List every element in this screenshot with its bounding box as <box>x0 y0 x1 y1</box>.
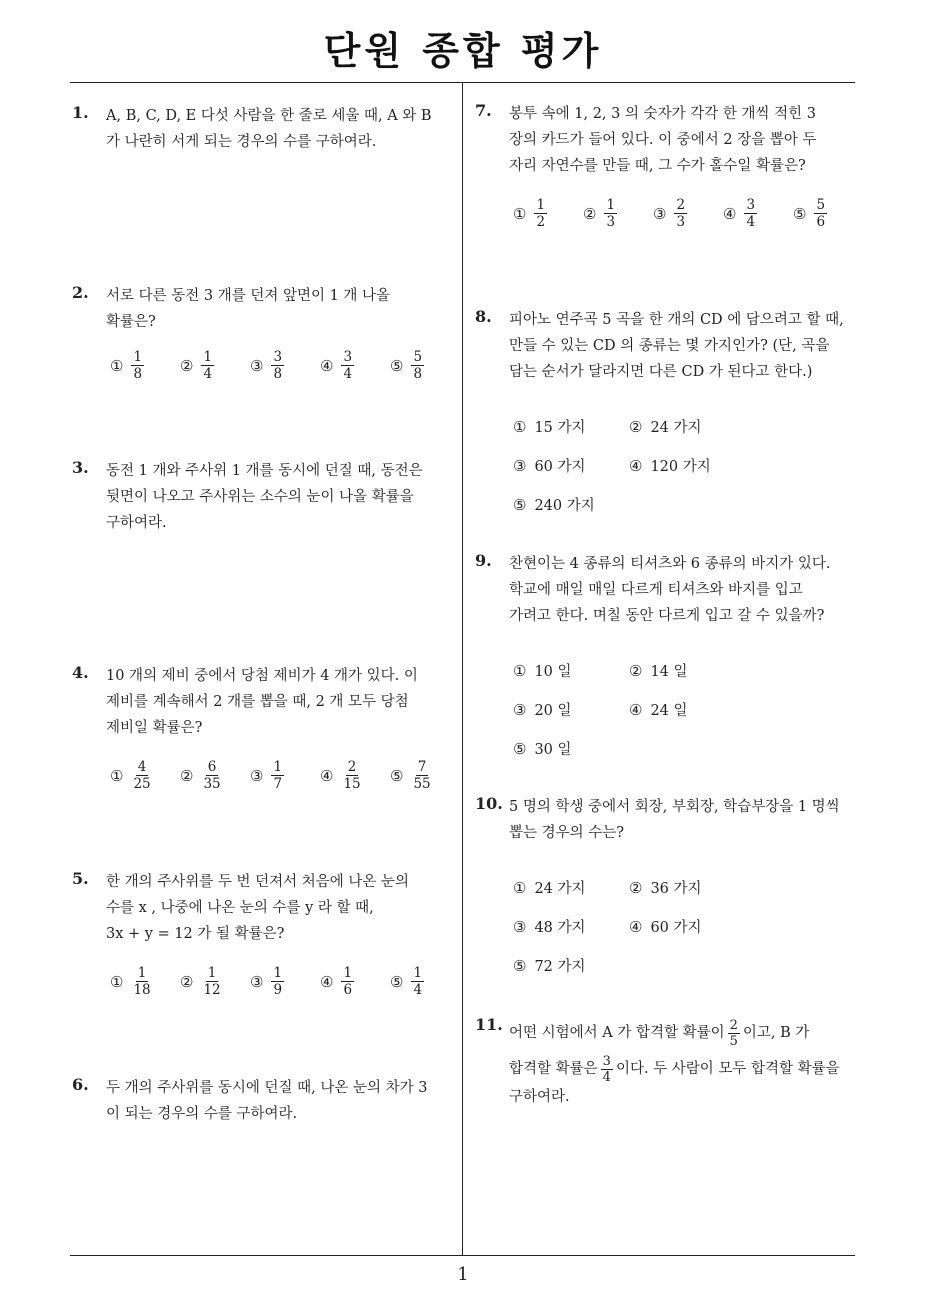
denominator: 15 <box>343 776 361 792</box>
choice-marker: ① <box>513 661 527 680</box>
answer-choice <box>513 868 629 907</box>
answer-choice <box>320 965 390 998</box>
denominator: 4 <box>746 214 756 230</box>
question-number: 8. <box>475 307 492 326</box>
choice-marker: ② <box>583 204 597 223</box>
choice-marker: ② <box>629 661 643 680</box>
answer-choice <box>320 349 390 382</box>
choice-marker: ⑤ <box>390 356 404 375</box>
answer-choice <box>513 690 629 729</box>
choice-marker: ① <box>110 356 124 375</box>
choice-text: 24 일 <box>650 703 688 719</box>
question-text: 피아노 연주곡 5 곡을 한 개의 CD 에 담으려고 할 때, 만들 수 있는 CD 의 종류는 몇 가지인가? (단, 곡을 담는 순서가 달라지면 다른 CD 가 된다고 한다.) <box>509 312 844 380</box>
answer-choices <box>513 197 863 230</box>
denominator: 2 <box>536 214 546 230</box>
choice-marker: ③ <box>250 972 264 991</box>
numerator: 1 <box>207 965 217 981</box>
denominator: 8 <box>413 366 423 382</box>
choice-marker: ⑤ <box>793 204 807 223</box>
numerator: 1 <box>343 965 353 981</box>
choice-text: 10 일 <box>534 664 572 680</box>
denominator: 4 <box>203 366 213 382</box>
choice-marker: ③ <box>513 700 527 719</box>
answer-choice <box>250 349 320 382</box>
choice-marker: ② <box>629 878 643 897</box>
choice-text: 60 가지 <box>650 920 702 936</box>
answer-choice <box>793 197 863 230</box>
numerator: 5 <box>413 349 423 365</box>
fraction <box>534 197 547 230</box>
fraction <box>201 965 222 998</box>
numerator: 1 <box>273 759 283 775</box>
choice-marker: ④ <box>723 204 737 223</box>
choice-text: 14 일 <box>650 664 688 680</box>
text-segment: 이다. 두 사람이 모두 합격할 확률을 <box>615 1061 840 1077</box>
question-text: 찬현이는 4 종류의 티셔츠와 6 종류의 바지가 있다. 학교에 매일 매일 다르게 티셔츠와 바지를 입고 가려고 한다. 며칠 동안 다르게 입고 갈 수 있을까? <box>509 556 831 624</box>
question-number: 1. <box>72 103 89 122</box>
choice-marker: ⑤ <box>390 766 404 785</box>
answer-choices <box>110 965 460 998</box>
text-segment: 합격할 확률은 <box>509 1061 598 1077</box>
fraction <box>341 759 362 792</box>
answer-choice <box>653 197 723 230</box>
question-text: 동전 1 개와 주사위 1 개를 동시에 던질 때, 동전은 뒷면이 나오고 주사위는 소수의 눈이 나올 확률을 구하여라. <box>106 463 423 531</box>
answer-choice <box>513 651 629 690</box>
choice-text: 30 일 <box>534 742 572 758</box>
choice-marker: ③ <box>513 456 527 475</box>
fraction <box>201 759 222 792</box>
numerator: 3 <box>602 1053 611 1069</box>
numerator: 2 <box>347 759 357 775</box>
question-text: 봉투 속에 1, 2, 3 의 숫자가 각각 한 개씩 적힌 3 장의 카드가 들어 있다. 이 중에서 2 장을 뽑아 두 자리 자연수를 만들 때, 그 수가 홀수일 확률은? <box>509 106 817 174</box>
choice-marker: ③ <box>513 917 527 936</box>
numerator: 5 <box>816 197 826 213</box>
answer-choice <box>320 759 390 792</box>
choice-text: 60 가지 <box>534 459 586 475</box>
choice-marker: ② <box>629 417 643 436</box>
choice-marker: ④ <box>629 917 643 936</box>
column-divider <box>462 83 463 1255</box>
question-number: 9. <box>475 551 492 570</box>
fraction <box>271 349 284 382</box>
choice-marker: ④ <box>320 766 334 785</box>
choice-text: 15 가지 <box>534 420 586 436</box>
denominator: 3 <box>676 214 686 230</box>
choice-text: 24 가지 <box>650 420 702 436</box>
denominator: 55 <box>413 776 431 792</box>
choice-marker: ① <box>110 972 124 991</box>
fraction <box>744 197 757 230</box>
denominator: 4 <box>343 366 353 382</box>
denominator: 18 <box>133 982 151 998</box>
numerator: 6 <box>207 759 217 775</box>
choice-text: 24 가지 <box>534 881 586 897</box>
choice-text: 48 가지 <box>534 920 586 936</box>
choice-marker: ③ <box>653 204 667 223</box>
answer-choice <box>629 446 745 485</box>
numerator: 1 <box>137 965 147 981</box>
fraction <box>131 965 152 998</box>
numerator: 3 <box>273 349 283 365</box>
choice-marker: ① <box>110 766 124 785</box>
choice-text: 240 가지 <box>534 498 595 514</box>
numerator: 1 <box>536 197 546 213</box>
answer-choice <box>513 907 629 946</box>
denominator: 3 <box>606 214 616 230</box>
choice-marker: ⑤ <box>513 739 527 758</box>
answer-choice <box>390 759 460 792</box>
choice-marker: ⑤ <box>513 956 527 975</box>
bottom-divider <box>70 1255 855 1256</box>
denominator: 6 <box>816 214 826 230</box>
question-text <box>509 1015 840 1107</box>
answer-choice <box>629 407 745 446</box>
text-segment: 어떤 시험에서 A 가 합격할 확률이 <box>509 1025 725 1041</box>
answer-choice <box>390 349 460 382</box>
fraction <box>814 197 827 230</box>
denominator: 4 <box>413 982 423 998</box>
question-number: 6. <box>72 1075 89 1094</box>
numerator: 1 <box>203 349 213 365</box>
answer-choice <box>723 197 793 230</box>
answer-choices <box>110 349 460 382</box>
choice-text: 36 가지 <box>650 881 702 897</box>
fraction <box>411 965 424 998</box>
fraction <box>341 349 354 382</box>
denominator: 12 <box>203 982 221 998</box>
choice-marker: ② <box>180 356 194 375</box>
text-segment: 구하여라. <box>509 1089 570 1105</box>
question-text: 10 개의 제비 중에서 당첨 제비가 4 개가 있다. 이 제비를 계속해서 2 개를 뽑을 때, 2 개 모두 당첨 제비일 확률은? <box>106 668 418 736</box>
fraction <box>271 965 284 998</box>
choice-text: 120 가지 <box>650 459 711 475</box>
numerator: 1 <box>273 965 283 981</box>
fraction <box>131 759 152 792</box>
question-number: 7. <box>475 101 492 120</box>
answer-choice <box>583 197 653 230</box>
answer-choice <box>513 407 629 446</box>
denominator: 8 <box>133 366 143 382</box>
choice-marker: ① <box>513 878 527 897</box>
numerator: 2 <box>676 197 686 213</box>
fraction <box>601 1054 613 1085</box>
denominator: 7 <box>273 776 283 792</box>
question-number: 4. <box>72 663 89 682</box>
fraction <box>201 349 214 382</box>
denominator: 5 <box>729 1033 738 1049</box>
fraction <box>271 759 284 792</box>
denominator: 25 <box>133 776 151 792</box>
fraction <box>728 1018 740 1049</box>
fraction <box>411 759 432 792</box>
choice-marker: ④ <box>320 972 334 991</box>
page-number: 1 <box>457 1264 469 1285</box>
choice-text: 72 가지 <box>534 959 586 975</box>
answer-choice <box>180 759 250 792</box>
fraction <box>604 197 617 230</box>
question-number: 3. <box>72 458 89 477</box>
choice-marker: ① <box>513 417 527 436</box>
question-number: 11. <box>475 1015 503 1034</box>
answer-choice <box>513 946 629 985</box>
answer-choice <box>629 651 745 690</box>
numerator: 1 <box>413 965 423 981</box>
question-number: 10. <box>475 794 503 813</box>
fraction <box>131 349 144 382</box>
choice-marker: ⑤ <box>390 972 404 991</box>
numerator: 1 <box>133 349 143 365</box>
page-title: 단원 종합 평가 <box>323 29 603 73</box>
answer-choice <box>629 690 745 729</box>
text-segment: 이고, B 가 <box>742 1025 810 1041</box>
choice-marker: ④ <box>320 356 334 375</box>
choice-marker: ③ <box>250 766 264 785</box>
choice-text: 20 일 <box>534 703 572 719</box>
question-text: 서로 다른 동전 3 개를 던져 앞면이 1 개 나올 확률은? <box>106 288 391 330</box>
question-number: 2. <box>72 283 89 302</box>
answer-choices <box>513 407 853 524</box>
denominator: 9 <box>273 982 283 998</box>
choice-marker: ② <box>180 972 194 991</box>
answer-choice <box>513 729 629 768</box>
answer-choices <box>110 759 460 792</box>
denominator: 8 <box>273 366 283 382</box>
answer-choice <box>513 446 629 485</box>
numerator: 2 <box>729 1017 738 1033</box>
numerator: 3 <box>343 349 353 365</box>
question-text: 한 개의 주사위를 두 번 던져서 처음에 나온 눈의 수를 x , 나중에 나온 눈의 수를 y 라 할 때, 3x + y = 12 가 될 확률은? <box>106 874 410 942</box>
answer-choice <box>110 759 180 792</box>
choice-marker: ② <box>180 766 194 785</box>
fraction <box>341 965 354 998</box>
numerator: 1 <box>606 197 616 213</box>
question-text: 두 개의 주사위를 동시에 던질 때, 나온 눈의 차가 3 이 되는 경우의 수를 구하여라. <box>106 1080 428 1122</box>
fraction <box>411 349 424 382</box>
answer-choice <box>180 349 250 382</box>
answer-choice <box>513 197 583 230</box>
fraction <box>674 197 687 230</box>
answer-choices <box>513 651 853 768</box>
choice-marker: ④ <box>629 700 643 719</box>
answer-choice <box>250 965 320 998</box>
denominator: 4 <box>602 1069 611 1085</box>
denominator: 6 <box>343 982 353 998</box>
denominator: 35 <box>203 776 221 792</box>
choice-marker: ① <box>513 204 527 223</box>
question-text: A, B, C, D, E 다섯 사람을 한 줄로 세울 때, A 와 B 가 나란히 서게 되는 경우의 수를 구하여라. <box>106 108 432 150</box>
answer-choice <box>390 965 460 998</box>
answer-choice <box>629 868 745 907</box>
answer-choice <box>629 907 745 946</box>
numerator: 7 <box>417 759 427 775</box>
answer-choice <box>110 965 180 998</box>
answer-choice <box>110 349 180 382</box>
answer-choices <box>513 868 853 985</box>
answer-choice <box>180 965 250 998</box>
answer-choice <box>250 759 320 792</box>
numerator: 4 <box>137 759 147 775</box>
choice-marker: ④ <box>629 456 643 475</box>
choice-marker: ⑤ <box>513 495 527 514</box>
answer-choice <box>513 485 629 524</box>
question-text: 5 명의 학생 중에서 회장, 부회장, 학습부장을 1 명씩 뽑는 경우의 수는? <box>509 799 840 841</box>
question-number: 5. <box>72 869 89 888</box>
choice-marker: ③ <box>250 356 264 375</box>
numerator: 3 <box>746 197 756 213</box>
